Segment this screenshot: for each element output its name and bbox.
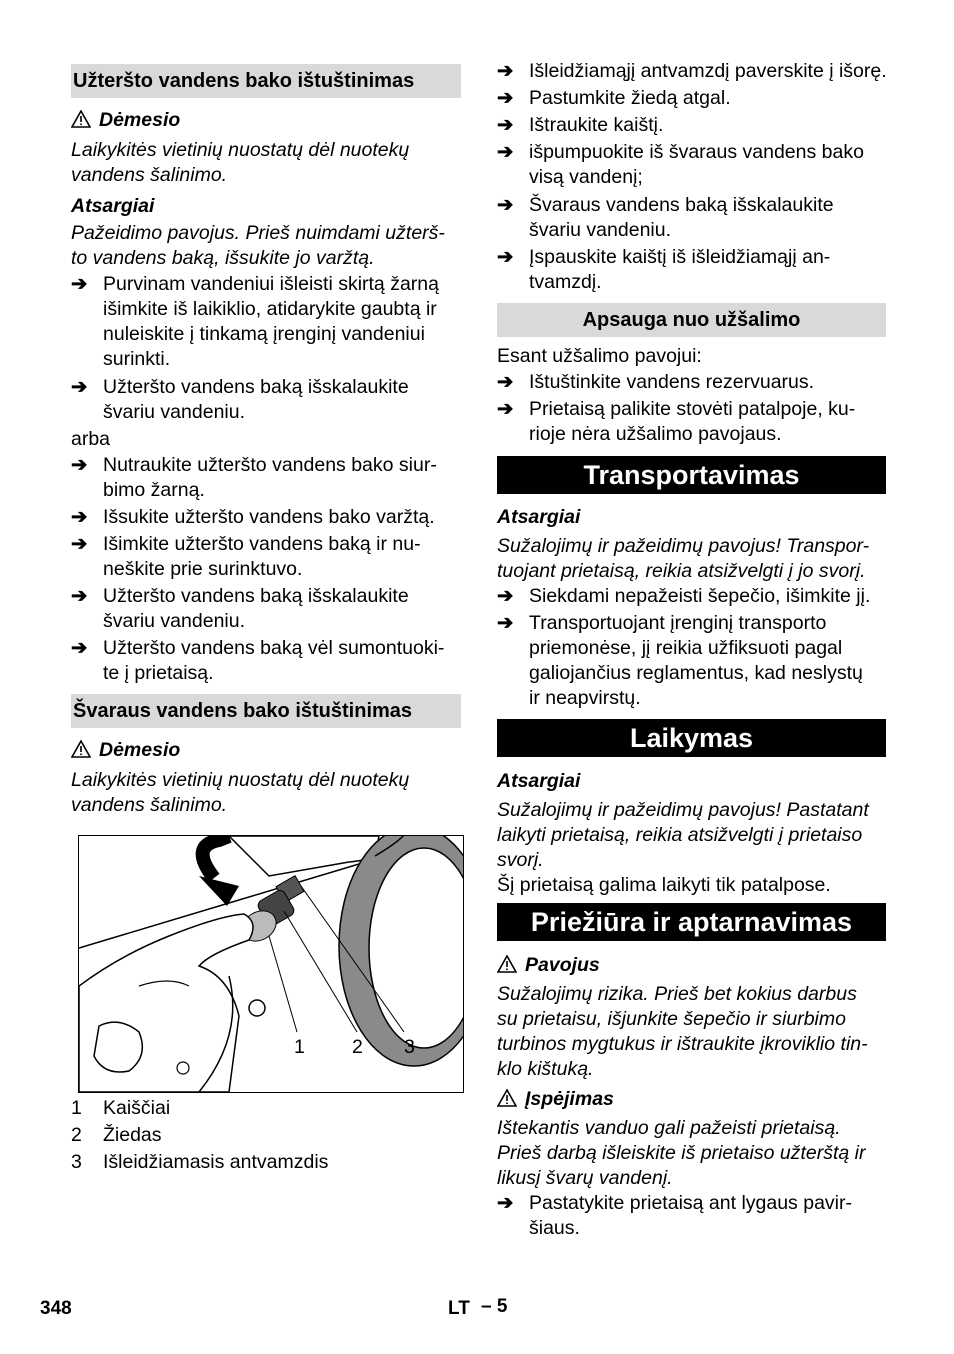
list-item [497,1191,897,1241]
text-line: Prieš darbą išleiskite iš prietaiso užterštą ir [497,1142,866,1164]
heading-text: Priežiūra ir aptarnavimas [530,907,853,937]
text-line: klo kištuką. [497,1058,594,1080]
arrow-icon: ➔ [497,585,514,607]
legend-item [71,1123,461,1150]
text-line: tvamzdį. [529,271,602,293]
list-item [497,397,897,447]
arrow-icon: ➔ [71,376,88,398]
careful-text [71,221,445,271]
text-line: Pastatykite prietaisą ant lygaus pavir- [529,1192,852,1214]
page-number: 348 [40,1298,72,1319]
text-line: galiojančius reglamentus, kad neslystų [529,662,863,684]
text-line: vandens šalinimo. [71,794,228,816]
heading-text: Transportavimas [583,460,800,490]
text-line: Sužalojimų ir pažeidimų pavojus! Transpor- [497,535,870,557]
arrow-icon: ➔ [497,371,514,393]
arrow-icon: ➔ [71,506,88,528]
transport-careful-text [497,534,869,584]
arrow-icon: ➔ [71,273,88,295]
language-code: LT [448,1298,470,1319]
text-line: Užteršto vandens baką išskalaukite [103,376,409,398]
list-item [497,611,897,711]
caution-label-1 [71,108,180,133]
text-line: visą vandenį; [529,166,643,188]
warning-triangle-icon [71,740,91,758]
text-line: Užteršto vandens baką išskalaukite [103,585,409,607]
text-line: vandens šalinimo. [71,164,228,186]
figure-legend [71,1096,461,1177]
text-line: Pastumkite žiedą atgal. [529,87,731,109]
section-heading-transport [497,456,886,494]
section-heading-dirty-tank [71,64,461,98]
arrow-icon: ➔ [71,533,88,555]
section-heading-frost [497,303,886,337]
text-line: priemonėse, jį reikia užfiksuoti pagal [529,637,843,659]
text-line: laikyti prietaisą, reikia atsižvelgti į prietaiso [497,824,863,846]
list-item [497,193,897,243]
text-line: Sužalojimų rizika. Prieš bet kokius darbus [497,983,857,1005]
warning-label-text: Įspėjimas [525,1088,614,1110]
text-line: Laikykitės vietinių nuostatų dėl nuotekų [71,769,410,791]
text-line: Užteršto vandens baką vėl sumontuoki- [103,637,445,659]
text-line: Siekdami nepažeisti šepečio, išimkite jį. [529,585,871,607]
storage-careful-text [497,798,869,873]
callout-2: 2 [352,1036,363,1058]
careful-label: Atsargiai [71,195,155,217]
list-item [71,505,471,530]
legend-item [71,1096,461,1123]
text-line: švariu vandeniu. [529,219,672,241]
text-line: Ištraukite kaištį. [529,114,664,136]
careful-label: Atsargiai [497,770,581,792]
text-line: turbinos mygtukus ir ištraukite įkroviklio tin- [497,1033,868,1055]
drain-figure [78,835,464,1093]
caution-text-2 [71,768,409,818]
section-heading-clean-tank [71,694,461,728]
text-line: su prietaisu, išjunkite šepečio ir siurbimo [497,1008,846,1030]
text-line: nuleiskite į tinkamą įrenginį vandeniui [103,323,425,345]
warning-text [497,1116,865,1191]
legend-num: 1 [71,1097,82,1119]
warning-triangle-icon [497,1089,517,1107]
text-line: Įspauskite kaištį iš išleidžiamąjį an- [529,246,831,268]
text-line: išimkite iš laikiklio, atidarykite gaubtą ir [103,298,437,320]
legend-num: 2 [71,1124,82,1146]
text-line: Laikykitės vietinių nuostatų dėl nuotekų [71,139,410,161]
text-line: to vandens baką, išsukite jo varžtą. [71,247,375,269]
arrow-icon: ➔ [497,60,514,82]
arrow-icon: ➔ [71,637,88,659]
text-line: Ištuštinkite vandens rezervuarus. [529,371,815,393]
text-line: Išleidžiamąjį antvamzdį paverskite į išorę. [529,60,887,82]
text-line: Purvinam vandeniui išleisti skirtą žarną [103,273,439,295]
arrow-icon: ➔ [497,398,514,420]
list-item [71,636,471,686]
list-item [497,86,897,111]
text-line: švariu vandeniu. [103,610,246,632]
arrow-icon: ➔ [497,246,514,268]
danger-label [497,953,600,978]
list-item [71,375,471,425]
text-line: tuojant prietaisą, reikia atsižvelgti į jo svorį. [497,560,866,582]
arrow-icon: ➔ [497,114,514,136]
legend-text: Žiedas [103,1124,162,1146]
text-line: rioje nėra užšalimo pavojaus. [529,423,782,445]
text-line: neškite prie surinktuvo. [103,558,303,580]
text-line: Pažeidimo pavojus. Prieš nuimdami užterš- [71,222,445,244]
list-item [497,584,897,609]
list-item [71,532,471,582]
caution-text-1 [71,138,409,188]
text-line: svorį. [497,849,544,871]
text-line: Transportuojant įrenginį transporto [529,612,827,634]
text-line: te į prietaisą. [103,662,214,684]
text-line: Prietaisą palikite stovėti patalpoje, ku- [529,398,856,420]
list-item [497,140,897,190]
list-item [71,584,471,634]
arrow-icon: ➔ [71,454,88,476]
callout-3: 3 [404,1036,415,1058]
list-item [497,59,897,84]
text-line: šiaus. [529,1217,580,1239]
heading-text: Užteršto vandens bako ištuštinimas [73,70,415,92]
arrow-icon: ➔ [497,194,514,216]
danger-label-text: Pavojus [525,954,600,976]
text-line: ir neapvirstų. [529,687,641,709]
heading-text: Laikymas [629,723,754,753]
legend-text: Kaiščiai [103,1097,171,1119]
section-heading-storage [497,719,886,757]
caution-label-text: Dėmesio [99,109,181,131]
list-item [71,272,471,372]
legend-num: 3 [71,1151,82,1173]
text-line: Nutraukite užteršto vandens bako siur- [103,454,437,476]
caution-label-text: Dėmesio [99,739,181,761]
arrow-icon: ➔ [497,87,514,109]
list-item [497,245,897,295]
list-item [497,370,897,395]
text-line: surinkti. [103,348,171,370]
text-line: Išsukite užteršto vandens bako varžtą. [103,506,435,528]
callout-1: 1 [294,1036,305,1058]
warning-triangle-icon [497,955,517,973]
warning-label [497,1087,614,1112]
legend-item [71,1150,461,1177]
text-line: Išimkite užteršto vandens baką ir nu- [103,533,421,555]
text-line: Sužalojimų ir pažeidimų pavojus! Pastatant [497,799,869,821]
arrow-icon: ➔ [497,612,514,634]
or-text: arba [71,428,111,450]
list-item [71,453,471,503]
heading-text: Švaraus vandens bako ištuštinimas [73,700,413,722]
caution-label-2 [71,738,180,763]
text-line: Ištekantis vanduo gali pažeisti prietaisą. [497,1117,841,1139]
frost-intro: Esant užšalimo pavojui: [497,345,702,367]
careful-label: Atsargiai [497,506,581,528]
legend-text: Išleidžiamasis antvamzdis [103,1151,329,1173]
list-item [497,113,897,138]
arrow-icon: ➔ [71,585,88,607]
arrow-icon: ➔ [497,141,514,163]
text-line: bimo žarną. [103,479,205,501]
section-page-number: – 5 [481,1296,508,1317]
arrow-icon: ➔ [497,1192,514,1214]
text-line: išpumpuokite iš švaraus vandens bako [529,141,864,163]
text-line: Švaraus vandens baką išskalaukite [529,194,834,216]
text-line: švariu vandeniu. [103,401,246,423]
section-heading-maintenance [497,903,886,941]
warning-triangle-icon [71,110,91,128]
storage-note: Šį prietaisą galima laikyti tik patalpose. [497,874,831,896]
danger-text [497,982,868,1082]
heading-text: Apsauga nuo užšalimo [582,309,801,331]
text-line: likusį švarų vandenį. [497,1167,673,1189]
